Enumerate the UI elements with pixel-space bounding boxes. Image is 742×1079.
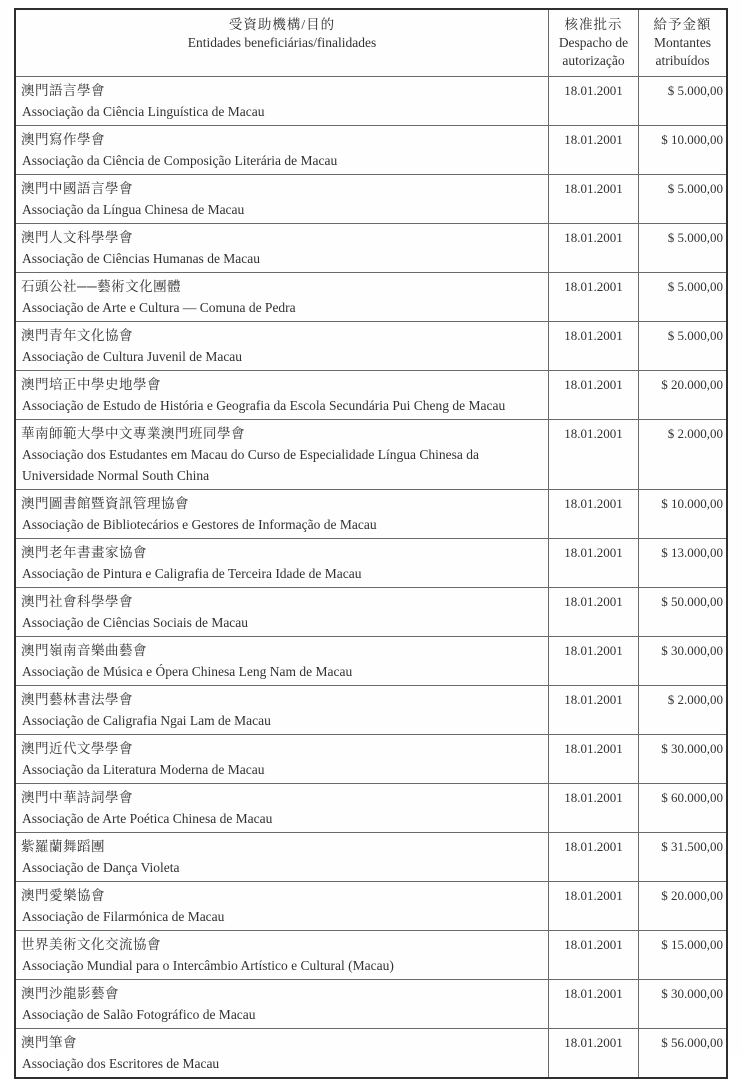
table-row [16, 223, 726, 272]
authorization-date-cell: 18.01.2001 [548, 588, 638, 636]
entity-name-pt: Associação de Filarmónica de Macau [22, 909, 225, 924]
amount-cell: $ 50.000,00 [638, 588, 726, 636]
entity-name-zh: 澳門藝林書法學會 [21, 692, 133, 707]
entity-name-zh: 華南師範大學中文專業澳門班同學會 [21, 426, 245, 441]
amount-cell: $ 20.000,00 [638, 882, 726, 930]
entity-cell [16, 833, 548, 881]
amount-cell: $ 13.000,00 [638, 539, 726, 587]
table-row [16, 783, 726, 832]
table-row [16, 979, 726, 1028]
entity-cell [16, 931, 548, 979]
entity-name-pt: Associação da Ciência de Composição Literária de Macau [22, 153, 338, 168]
entity-name-zh: 紫羅蘭舞蹈團 [21, 839, 105, 854]
table-row [16, 272, 726, 321]
amount-cell: $ 10.000,00 [638, 490, 726, 538]
amount-cell: $ 5.000,00 [638, 273, 726, 321]
amount-cell: $ 30.000,00 [638, 637, 726, 685]
table-row [16, 76, 726, 125]
amount-cell: $ 31.500,00 [638, 833, 726, 881]
authorization-date-cell: 18.01.2001 [548, 980, 638, 1028]
table-row [16, 832, 726, 881]
table-row [16, 125, 726, 174]
amount-cell: $ 60.000,00 [638, 784, 726, 832]
table-row [16, 930, 726, 979]
header-entities-cell [16, 10, 548, 76]
entity-name-zh: 澳門老年書畫家協會 [21, 545, 147, 560]
header-despacho-zh: 核准批示 [564, 17, 623, 32]
entity-name-zh: 澳門語言學會 [21, 83, 105, 98]
amount-cell: $ 30.000,00 [638, 735, 726, 783]
amount-cell: $ 30.000,00 [638, 980, 726, 1028]
entity-cell [16, 490, 548, 538]
amount-cell: $ 5.000,00 [638, 224, 726, 272]
entity-name-pt: Associação de Música e Ópera Chinesa Leng Nam de Macau [22, 664, 353, 679]
authorization-date-cell: 18.01.2001 [548, 322, 638, 370]
entity-cell [16, 784, 548, 832]
entity-name-zh: 澳門近代文學學會 [21, 741, 133, 756]
entity-name-zh: 澳門人文科學學會 [21, 230, 133, 245]
entity-name-zh: 澳門青年文化協會 [21, 328, 133, 343]
entity-cell [16, 735, 548, 783]
table-row [16, 685, 726, 734]
table-row [16, 370, 726, 419]
entity-cell [16, 77, 548, 125]
entity-name-pt: Associação de Cultura Juvenil de Macau [22, 349, 243, 364]
entity-name-zh: 澳門社會科學學會 [21, 594, 133, 609]
authorization-date-cell: 18.01.2001 [548, 1029, 638, 1077]
entity-name-zh: 澳門愛樂協會 [21, 888, 105, 903]
authorization-date-cell: 18.01.2001 [548, 784, 638, 832]
entity-cell [16, 322, 548, 370]
entity-cell [16, 224, 548, 272]
entity-name-zh: 澳門嶺南音樂曲藝會 [21, 643, 147, 658]
amount-cell: $ 20.000,00 [638, 371, 726, 419]
amount-cell: $ 2.000,00 [638, 420, 726, 489]
table-row [16, 881, 726, 930]
entity-name-pt: Associação de Estudo de História e Geografia da Escola Secundária Pui Cheng de Macau [22, 398, 506, 413]
amount-cell: $ 2.000,00 [638, 686, 726, 734]
table-row [16, 636, 726, 685]
header-montantes-pt-line1: Montantes [654, 35, 711, 50]
entity-cell [16, 588, 548, 636]
entity-name-pt: Associação da Língua Chinesa de Macau [22, 202, 245, 217]
authorization-date-cell: 18.01.2001 [548, 931, 638, 979]
authorization-date-cell: 18.01.2001 [548, 539, 638, 587]
header-entities-zh: 受資助機構/目的 [228, 17, 336, 32]
authorization-date-cell: 18.01.2001 [548, 126, 638, 174]
amount-cell: $ 10.000,00 [638, 126, 726, 174]
header-despacho-pt-line1: Despacho de [558, 35, 629, 50]
entity-name-pt: Associação de Pintura e Caligrafia de Terceira Idade de Macau [22, 566, 362, 581]
entity-name-zh: 澳門中國語言學會 [21, 181, 133, 196]
table-row [16, 587, 726, 636]
table-row [16, 419, 726, 489]
subsidy-table [14, 8, 728, 1079]
authorization-date-cell: 18.01.2001 [548, 490, 638, 538]
table-row [16, 174, 726, 223]
authorization-date-cell: 18.01.2001 [548, 273, 638, 321]
entity-name-zh: 澳門圖書館暨資訊管理協會 [21, 496, 189, 511]
entity-name-pt: Associação da Ciência Linguística de Macau [22, 104, 265, 119]
authorization-date-cell: 18.01.2001 [548, 224, 638, 272]
header-montantes-zh: 給予金額 [653, 17, 712, 32]
authorization-date-cell: 18.01.2001 [548, 420, 638, 489]
entity-name-pt: Associação dos Estudantes em Macau do Curso de Especialidade Língua Chinesa da Universidade Normal South China [22, 447, 479, 483]
amount-cell: $ 5.000,00 [638, 77, 726, 125]
entity-name-zh: 澳門筆會 [21, 1035, 77, 1050]
entity-name-zh: 澳門培正中學史地學會 [21, 377, 161, 392]
table-row [16, 489, 726, 538]
entity-cell [16, 882, 548, 930]
authorization-date-cell: 18.01.2001 [548, 371, 638, 419]
entity-cell [16, 539, 548, 587]
table-row [16, 1028, 726, 1077]
entity-cell [16, 371, 548, 419]
entity-cell [16, 126, 548, 174]
entity-name-zh: 澳門寫作學會 [21, 132, 105, 147]
entity-name-zh: 澳門中華詩詞學會 [21, 790, 133, 805]
entity-name-zh: 世界美術文化交流協會 [21, 937, 161, 952]
authorization-date-cell: 18.01.2001 [548, 833, 638, 881]
amount-cell: $ 5.000,00 [638, 322, 726, 370]
entity-name-pt: Associação de Dança Violeta [22, 860, 180, 875]
authorization-date-cell: 18.01.2001 [548, 686, 638, 734]
entity-name-zh: 石頭公社──藝術文化團體 [21, 279, 182, 294]
entity-cell [16, 273, 548, 321]
entity-name-pt: Associação de Bibliotecários e Gestores de Informação de Macau [22, 517, 377, 532]
table-body [16, 76, 726, 1077]
entity-name-pt: Associação Mundial para o Intercâmbio Artístico e Cultural (Macau) [22, 958, 394, 973]
header-despacho-pt-line2: autorização [562, 53, 625, 68]
entity-name-pt: Associação de Arte Poética Chinesa de Macau [22, 811, 273, 826]
amount-cell: $ 56.000,00 [638, 1029, 726, 1077]
entity-name-pt: Associação da Literatura Moderna de Macau [22, 762, 265, 777]
authorization-date-cell: 18.01.2001 [548, 637, 638, 685]
entity-name-pt: Associação de Ciências Humanas de Macau [22, 251, 261, 266]
header-entities-pt: Entidades beneficiárias/finalidades [187, 35, 377, 50]
entity-name-pt: Associação de Caligrafia Ngai Lam de Macau [22, 713, 271, 728]
entity-cell [16, 980, 548, 1028]
table-row [16, 321, 726, 370]
entity-name-zh: 澳門沙龍影藝會 [21, 986, 119, 1001]
header-montantes-pt-line2: atribuídos [655, 53, 710, 68]
table-row [16, 538, 726, 587]
authorization-date-cell: 18.01.2001 [548, 175, 638, 223]
entity-name-pt: Associação de Salão Fotográfico de Macau [22, 1007, 256, 1022]
entity-cell [16, 1029, 548, 1077]
amount-cell: $ 5.000,00 [638, 175, 726, 223]
authorization-date-cell: 18.01.2001 [548, 882, 638, 930]
entity-cell [16, 637, 548, 685]
entity-name-pt: Associação de Ciências Sociais de Macau [22, 615, 249, 630]
header-despacho-cell [548, 10, 638, 76]
amount-cell: $ 15.000,00 [638, 931, 726, 979]
authorization-date-cell: 18.01.2001 [548, 735, 638, 783]
header-montantes-cell [638, 10, 726, 76]
entity-cell [16, 420, 548, 489]
table-header-row [16, 10, 726, 76]
authorization-date-cell: 18.01.2001 [548, 77, 638, 125]
entity-cell [16, 686, 548, 734]
entity-name-pt: Associação de Arte e Cultura — Comuna de Pedra [22, 300, 296, 315]
entity-cell [16, 175, 548, 223]
entity-name-pt: Associação dos Escritores de Macau [22, 1056, 220, 1071]
table-row [16, 734, 726, 783]
